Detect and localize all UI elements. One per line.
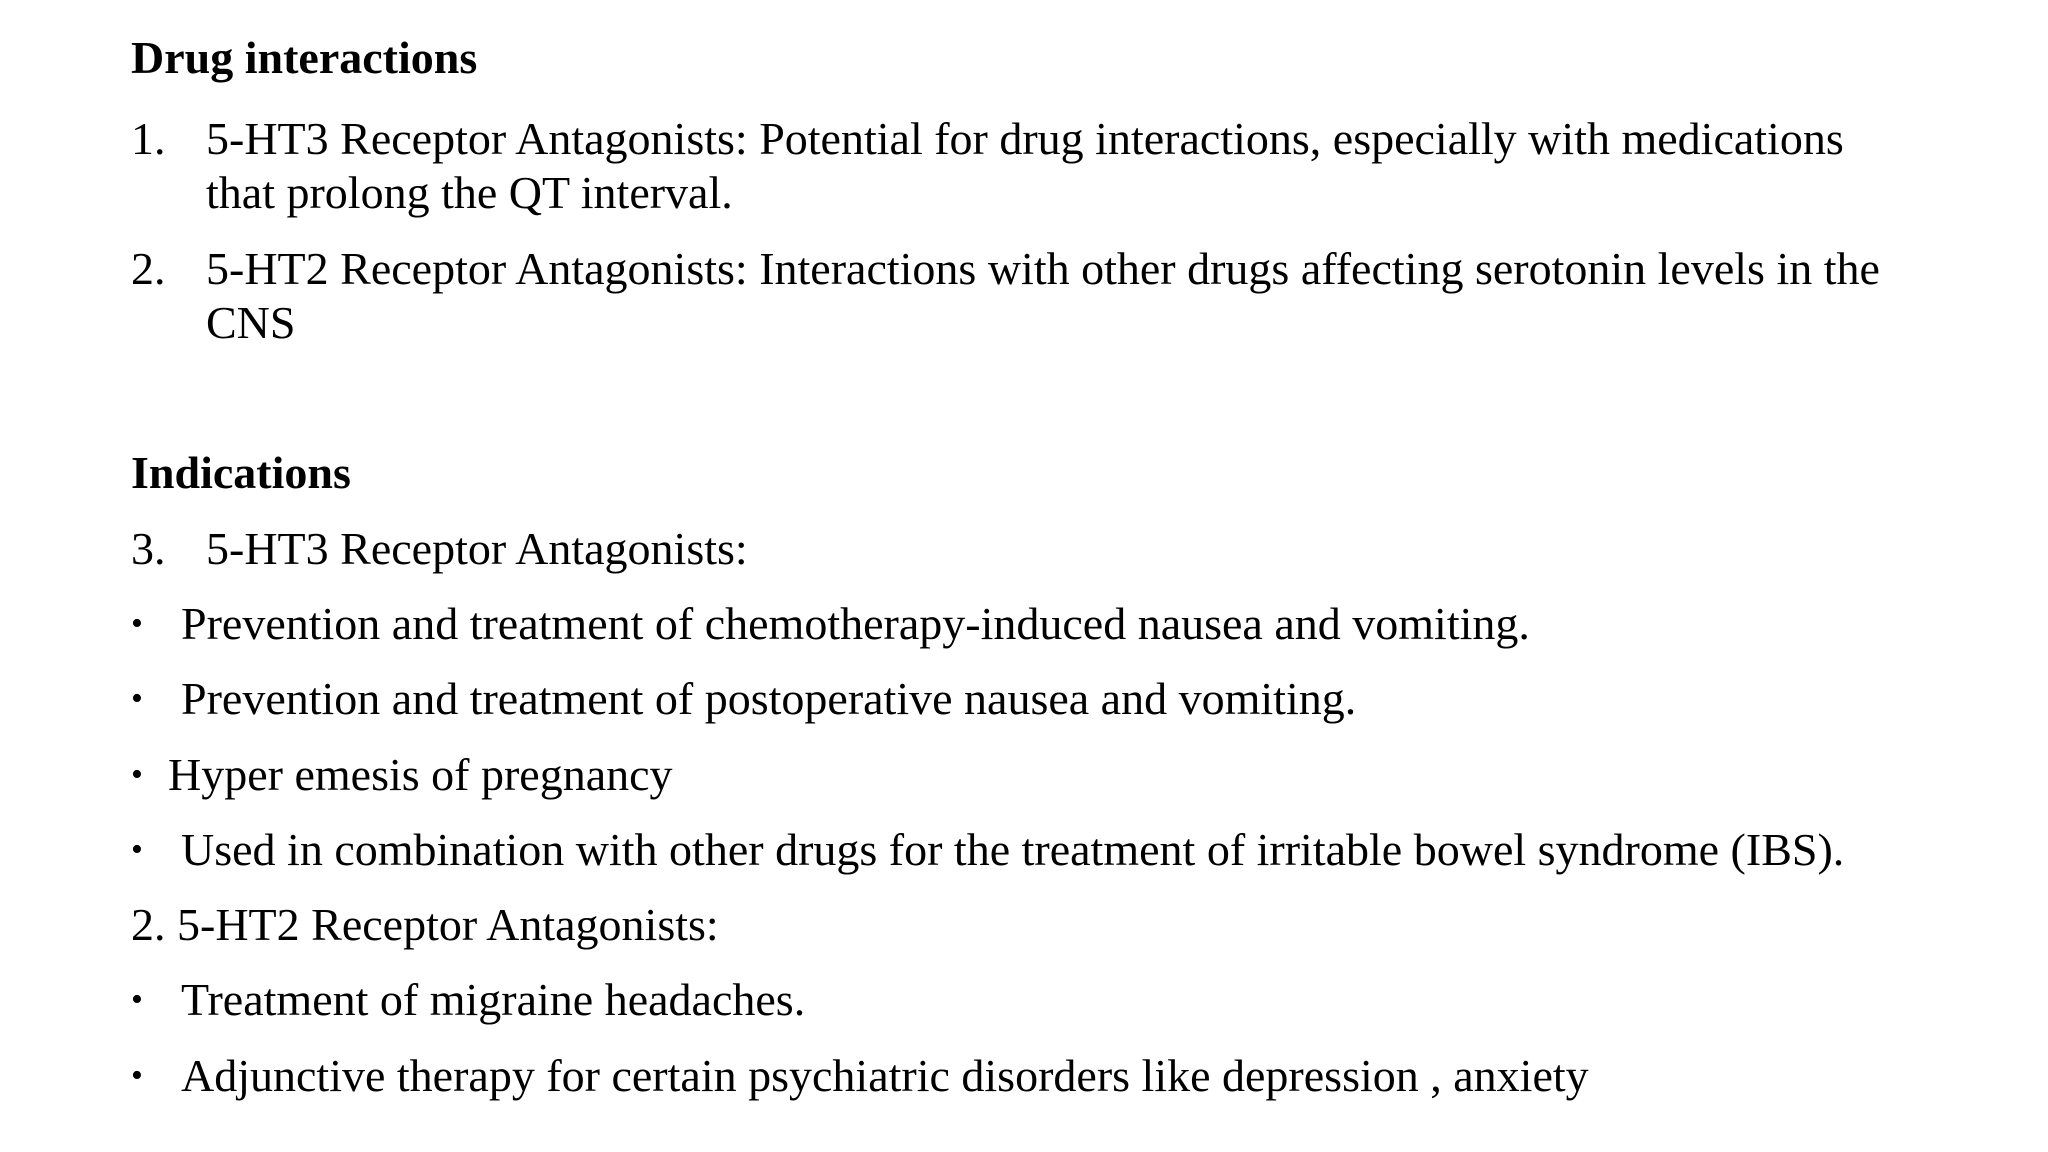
indication-bullet-3: Hyper emesis of pregnancy (168, 749, 673, 800)
indication-bullet-5: Treatment of migraine headaches. (181, 974, 806, 1025)
drug-interaction-2-line-1: 5-HT2 Receptor Antagonists: Interactions with other drugs affecting serotonin levels in the (206, 243, 1880, 294)
indications-heading: Indications (131, 447, 351, 498)
indication-group-1-title: 5-HT3 Receptor Antagonists: (206, 523, 748, 574)
drug-interaction-1-line-2: that prolong the QT interval. (206, 167, 733, 218)
bullet-icon: • (131, 831, 143, 868)
drug-interaction-number-1: 1. (131, 113, 166, 164)
bullet-icon: • (131, 756, 143, 793)
indication-group-2-title: 2. 5-HT2 Receptor Antagonists: (131, 899, 719, 950)
indication-bullet-2: Prevention and treatment of postoperative nausea and vomiting. (181, 673, 1357, 724)
bullet-icon: • (131, 1057, 143, 1094)
drug-interaction-1-line-1: 5-HT3 Receptor Antagonists: Potential for drug interactions, especially with medications (206, 113, 1844, 164)
drug-interactions-heading: Drug interactions (131, 32, 478, 83)
bullet-icon: • (131, 680, 143, 717)
indication-bullet-1: Prevention and treatment of chemotherapy-induced nausea and vomiting. (181, 598, 1530, 649)
indication-bullet-4: Used in combination with other drugs for the treatment of irritable bowel syndrome (IBS). (181, 824, 1845, 875)
bullet-icon: • (131, 605, 143, 642)
drug-interaction-number-2: 2. (131, 243, 166, 294)
indication-bullet-6: Adjunctive therapy for certain psychiatric disorders like depression , anxiety (181, 1050, 1589, 1101)
bullet-icon: • (131, 981, 143, 1018)
indication-group-number-3: 3. (131, 523, 166, 574)
drug-interaction-2-line-2: CNS (206, 297, 296, 348)
